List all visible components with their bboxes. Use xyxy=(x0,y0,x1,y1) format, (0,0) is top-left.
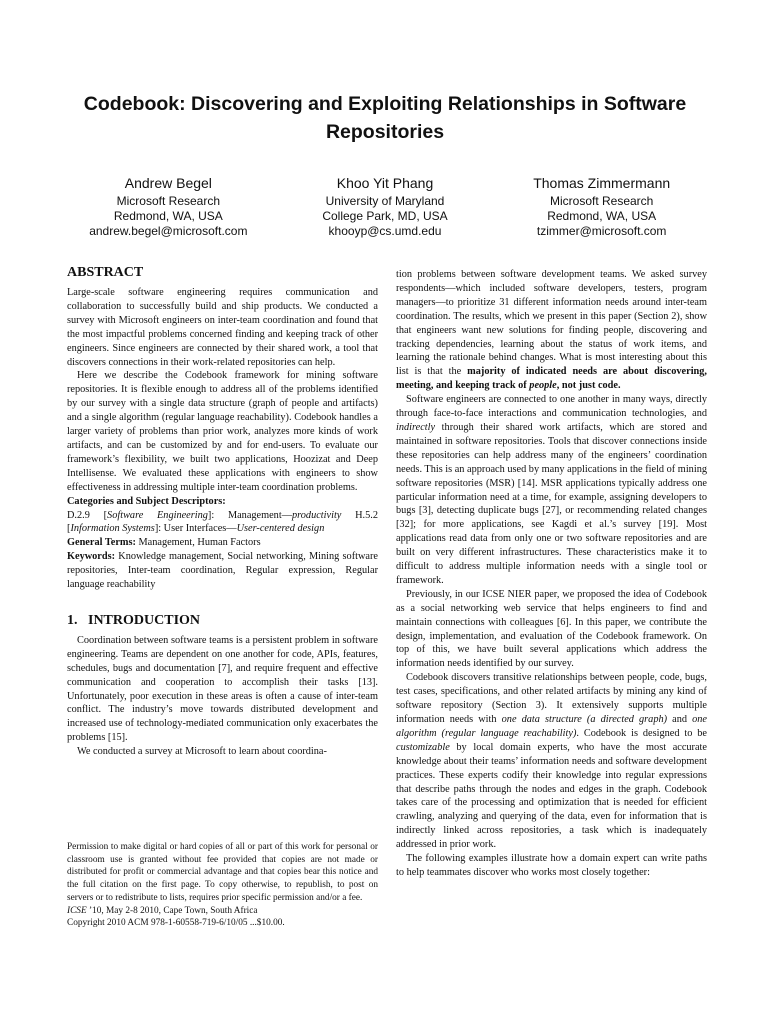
intro-paragraph: Coordination between software teams is a persistent problem in software engineering. Teams are dependent on one another for code, APIs, features, schedules, bugs and documentation [7], and require frequent and effective communication and cooperation to accomplish their tasks [13]. Unfortunately, poor execution in these areas is often a cause of inter-team conflict. The industry’s move towards distributed development and increased use of technology-mediated communication only exacerbates the problems [15]. xyxy=(67,634,378,744)
author-1 xyxy=(60,174,277,239)
author-org: Microsoft Research xyxy=(549,194,654,208)
venue-line: ICSE ’10, May 2-8 2010, Cape Town, South Africa xyxy=(67,905,258,916)
body-paragraph: Software engineers are connected to one another in many ways, directly through face-to-face interactions and communication technologies, and indirectly through their shared work artifacts, which are stored and maintained in software repositories. Tools that discover connections inside these repositories can help address many of the engineers’ coordination needs. This is an approach used by many applications in the field of mining software repositories (MSR) [14]. MSR applications typically address one particular information need at a time, for example, assigning developers to bugs [3], detecting duplicate bugs [27], or recommending related changes [32]; for more applications, see Kagdi et al.’s survey [19]. Most applications read data from only one or two software repositories and are built on very different infrastructures. These characteristics make it to difficult to address multiple information needs with a single tool or framework. xyxy=(396,394,707,586)
body-paragraph: tion problems between software development teams. We asked survey respondents—which included software developers, testers, program managers—to prioritize 31 different information needs around inter-team coordination. The results, which we present in this paper (Section 2), show that engineers want new solutions for finding people, discovering and tracking dependencies, learning about the status of work items, and learning the rationale behind changes. What is most interesting about this list is that the majority of indicated needs are about discovering, meeting, and keeping track of people, not just code. xyxy=(396,269,708,392)
general-terms: General Terms: Management, Human Factors xyxy=(67,537,261,549)
copyright-line: Copyright 2010 ACM 978-1-60558-719-6/10/05 ...$10.00. xyxy=(67,918,285,929)
author-name: Thomas Zimmermann xyxy=(533,175,671,191)
left-column xyxy=(67,264,378,759)
author-email: andrew.begel@microsoft.com xyxy=(89,224,248,238)
author-location: College Park, MD, USA xyxy=(322,209,448,223)
author-location: Redmond, WA, USA xyxy=(547,209,657,223)
abstract-paragraph: Large-scale software engineering requires communication and collaboration to successfully build and ship products. We conducted a survey with Microsoft engineers on inter-team coordination and found that the most impactful problems concerned finding and keeping track of other engineers. Since engineers are connected by their shared work, a tool that discovers connections in their work-related repositories can help. xyxy=(67,287,378,368)
author-email: khooyp@cs.umd.edu xyxy=(328,224,442,238)
terms-heading: General Terms: xyxy=(67,537,136,549)
author-block xyxy=(60,174,710,239)
categories-heading: Categories and Subject Descriptors: xyxy=(67,495,226,507)
introduction-heading: 1. INTRODUCTION xyxy=(67,612,201,628)
body-paragraph: The following examples illustrate how a domain expert can write paths to help teammates discover who works most closely together: xyxy=(396,853,707,878)
author-org: Microsoft Research xyxy=(116,194,221,208)
abstract-heading: ABSTRACT xyxy=(67,265,144,280)
keywords: Keywords: Knowledge management, Social networking, Mining software repositories, Inter-team coordination, Regular expression, Regular language reachability xyxy=(67,551,378,591)
author-2 xyxy=(277,174,494,239)
author-location: Redmond, WA, USA xyxy=(113,209,223,223)
categories-block: Categories and Subject Descriptors: D.2.9 [Software Engineering]: Management—productivity H.5.2 [Information Systems]: User Interfaces—User-centered design xyxy=(67,495,378,535)
author-name: Andrew Begel xyxy=(124,175,212,191)
author-email: tzimmer@microsoft.com xyxy=(536,224,667,238)
author-name: Khoo Yit Phang xyxy=(336,175,434,191)
body-paragraph: Codebook discovers transitive relationships between people, code, bugs, test cases, specifications, and other related artifacts by mining any kind of software repository (Section 3). It extensively supports multiple information needs with one data structure (a directed graph) and one algorithm (regular language reachability). Codebook is designed to be customizable by local domain experts, who have the most accurate knowledge about their teams’ information needs and software development practices. These experts codify their knowledge into regular expressions that describe paths through the nodes and edges in the graph. Codebook takes care of the processing and optimization that is needed for efficient crawling, analyzing and querying of the data, even for information that is indirectly linked across repositories, a task which is inadequately addressed in prior work. xyxy=(396,672,707,851)
keywords-heading: Keywords: xyxy=(67,551,116,563)
intro-paragraph: We conducted a survey at Microsoft to learn about coordina- xyxy=(77,746,327,758)
author-3 xyxy=(493,174,710,239)
author-org: University of Maryland xyxy=(325,194,445,208)
body-paragraph: Previously, in our ICSE NIER paper, we proposed the idea of Codebook as a social networking web service that helps engineers to find and maintain connections with colleagues [6]. In this paper, we contribute the design, implementation, and evaluation of the Codebook framework. On top of this, we have built several applications which address the information needs identified by our survey. xyxy=(396,588,707,670)
copyright-notice xyxy=(67,841,378,930)
permission-text: Permission to make digital or hard copies of all or part of this work for personal or classroom use is granted without fee provided that copies are not made or distributed for profit or commercial advantage and that copies bear this notice and the full citation on the first page. To copy otherwise, to republish, to post on servers or to redistribute to lists, requires prior specific permission and/or a fee. xyxy=(67,842,378,903)
abstract-paragraph: Here we describe the Codebook framework for mining software repositories. It is flexible enough to address all of the problems identified by our survey with a single data structure (graph of people and artifacts) and a single algorithm (regular language reachability). Codebook handles a larger variety of problems than prior work, analyzes more kinds of work artifacts, and can be customized by and for end-users. To evaluate our framework’s flexibility, we built two applications, Hoozizat and Deep Intellisense. We evaluated these applications with engineers to show effectiveness in addressing multiple inter-team coordination problems. xyxy=(67,370,378,493)
right-column xyxy=(396,268,707,880)
paper-title: Codebook: Discovering and Exploiting Relationships in Software Repositories xyxy=(83,93,687,143)
